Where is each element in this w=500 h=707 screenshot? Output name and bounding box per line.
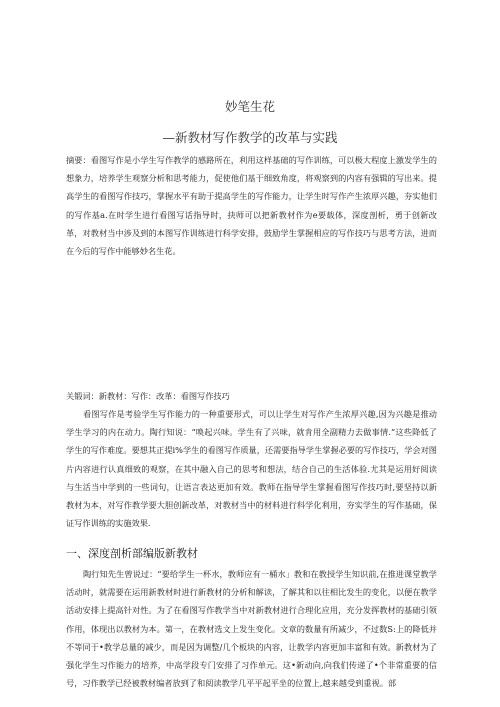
body-paragraph-1: 看图写作是考验学生写作能力的一种重要形式，可以让学生对写作产生浓厚兴趣,因为兴趣是推动学生学习的内在动力。陶行知说：“唤起兴味。学生有了兴味，就肯用全副精力去做事情.”这些降低了学生的写作难度。要想其正提i%学生的看图写作质量，还需要指导学生掌握必要的写作技巧，学会对图片内容进行认真细致的观察，在其中融入自己的思考和想法，结合自己的生活体验.尤其是运用好阅读与生活当中学到的一些词句，让语言表达更加有效。教师在指导学生掌握看图写作技巧时,要坚持以新教材为本，对写作教学要大胆创新改革，对教材当中的材料进行科学化利用，夯实学生的写作基础，保证写作训练的实施效果. [66,409,437,529]
body-paragraph-2: 陶行知先生曾说过：“要给学生一杯水，教师应有一桶水」教和在教授学生知识前,在推进课堂教学活动时，就需要在运用新教材时进行新教材的分析和解读，了解其和以往相比发生的变化，以便在教学活动安排上提高针对性。为了在看图写作教学当中对新教材进行合理化应用，充分发挥教材的基础引领作用，体现出以教材为本。第一，在教材选文上发生变化。文章的数量有所减少，不过数S:上的降低并不等同于•教学总量的减少，而是因为调整/几个板块的内容，让教学内容更加丰富和有效。新教材为了强化学生习作能力的培养，中高学段专门安排了习作单元。这•新动向,向我们传递了•个非常重要的信号，习作教学已经被教材编者放到了和阅读教学几平平起平坐的位置上,越来越受到重视。部 [66,569,437,689]
abstract-paragraph: 摘要：看图写作是小学生写作教学的感路所在，利用这样基础的写作训练，可以极大程度上激发学生的想象力，培养学生观察分析和思考能力，促使他们基于细致角度，将观察到的内容有强辑的写出来。提高学生的看图写作技巧，掌握水平有助于提高学生的写作能力，让学生时写作产生浓厚兴趣，夯实他们的写作基a.在时学生进行看图写话指导时，抉师可以把新教材作为e要载体，深度剖析，勇于创新改革，对教材当中涉及到的本图写作训练进行科学安排，鼓励学生掌握相应的写作技巧与思考方法，进而在今后的写作中能够妙名生花。 [66,155,437,257]
document-title: 妙笔生花 [224,99,275,114]
section-heading: 一、深度剖析部编版新教材 [66,547,198,560]
document-subtitle: —新教材写作教学的改革与实践 [162,130,338,145]
keywords-line: 关锻词：新教材：写作：改革：看图写作技巧 [66,391,230,401]
